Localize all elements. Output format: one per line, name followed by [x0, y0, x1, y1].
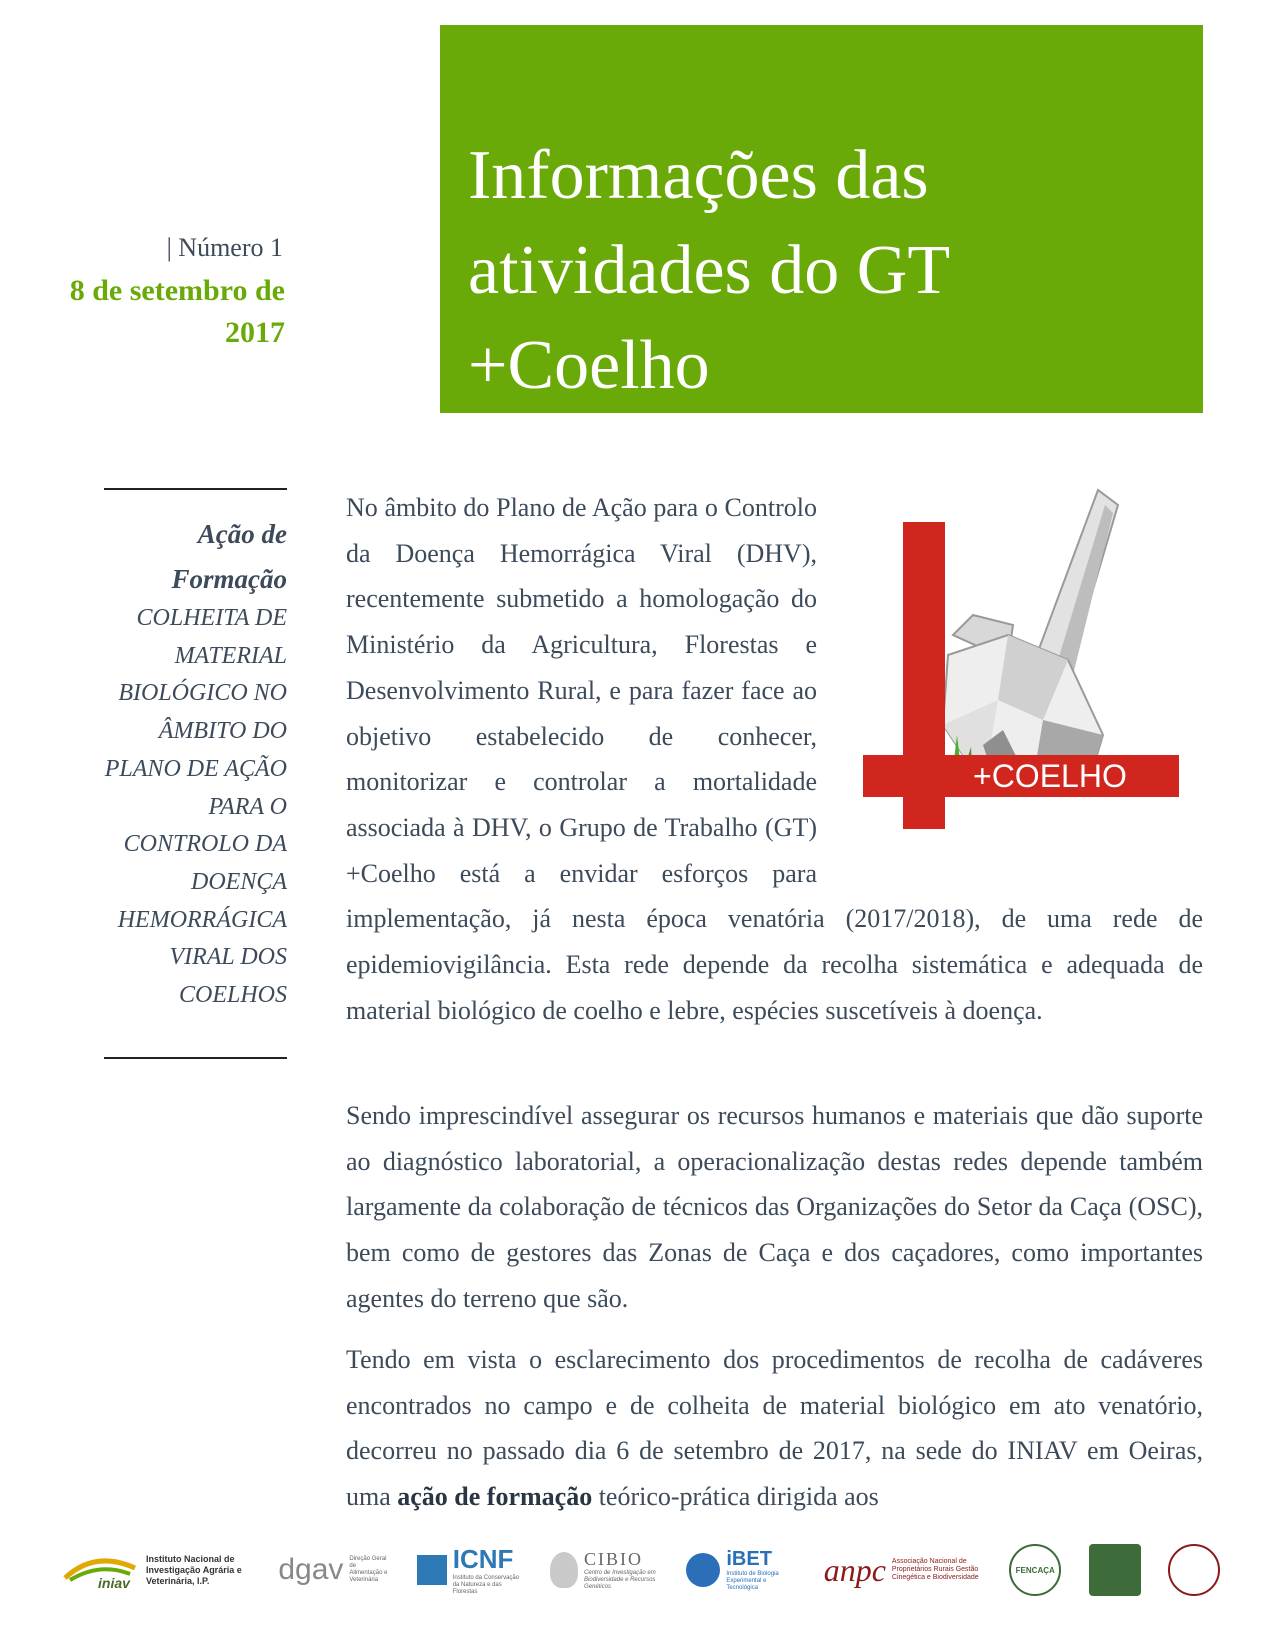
- cibio-logo: [550, 1549, 659, 1591]
- logo-label: +COELHO: [973, 758, 1127, 794]
- rabbit-logo-icon: [833, 485, 1203, 867]
- title-line-3: +Coelho: [468, 327, 710, 404]
- newsletter-title: [468, 128, 1168, 413]
- icnf-mark-icon: [417, 1555, 447, 1585]
- title-line-2: atividades do GT: [468, 232, 951, 309]
- paragraph-3-tail: teórico-prática dirigida aos: [592, 1482, 879, 1512]
- cibio-sub: Centro de Investigação em Biodiversidade e Recursos Genéticos: [584, 1570, 656, 1590]
- sidebar-bottom-rule: [104, 1057, 287, 1059]
- paragraph-3-text: Tendo em vista o esclarecimento dos procedimentos de recolha de cadáveres encontrados no campo e de colheita de material biológico em ato venatório, decorreu no passado dia 6 de setembro de 2017, na sede do INIAV em Oeiras, uma: [346, 1345, 1203, 1512]
- paragraph-3: [346, 1337, 1203, 1520]
- coelho-logo: [833, 485, 1203, 867]
- paragraph-3-bold: ação de formação: [397, 1482, 593, 1512]
- anpc-name: Associação Nacional de Proprietários Rurais Gestão Cinegética e Biodiversidade: [891, 1558, 979, 1581]
- anpc-text: anpc: [823, 1551, 886, 1588]
- iniav-name: Instituto Nacional de Investigação Agrária e Veterinária, I.P.: [146, 1553, 242, 1586]
- issue-number: | Número 1: [166, 233, 283, 262]
- sponsor-logos: [60, 1520, 1220, 1620]
- ibet-globe-icon: [686, 1553, 720, 1587]
- icnf-sub: Instituto da Conservação da Natureza e das Florestas: [452, 1575, 520, 1595]
- iniav-swoosh-icon: [60, 1550, 140, 1590]
- icnf-logo: [417, 1544, 523, 1596]
- ibet-sub: Instituto de Biologia Experimental e Tecnológica: [726, 1571, 779, 1591]
- green-crest-seal-icon: [1089, 1544, 1141, 1596]
- cibio-leaf-icon: [550, 1552, 578, 1588]
- fencaca-seal: [1009, 1544, 1061, 1596]
- sidebar-title: Ação de Formação: [171, 519, 287, 594]
- ibet-text: iBET: [726, 1548, 772, 1570]
- dgav-logo: [278, 1553, 389, 1587]
- title-line-1: Informações das: [468, 137, 929, 214]
- paragraph-1-text: No âmbito do Plano de Ação para o Controlo da Doença Hemorrágica Viral (DHV), recentemente submetido a homologação do Ministério da Agricultura, Florestas e Desenvolvimento Rural, e para fazer face ao objetivo estabelecido de conhecer, monitorizar e controlar a mortalidade associada à DHV, o Grupo de Trabalho (GT) +Coelho está a envidar esforços para implementação, já nesta época venatória (2017/2018), de uma rede de epidemiovigilância. Esta rede depende da recolha sistemática e adequada de material biológico de coelho e lebre, espécies suscetíveis à doença.: [346, 493, 1203, 1025]
- issue-date: 8 de setembro de 2017: [69, 274, 285, 349]
- cibio-text: CIBIO: [584, 1549, 644, 1569]
- paragraph-1: [346, 485, 1203, 1033]
- ibet-logo: [686, 1548, 796, 1592]
- red-crest-seal-icon: [1168, 1544, 1220, 1596]
- dgav-sub: Direção Geral de Alimentação e Veterinária: [349, 1556, 388, 1583]
- fencaca-text: FENCAÇA: [1015, 1565, 1055, 1575]
- paragraph-2: Sendo imprescindível assegurar os recursos humanos e materiais que dão suporte ao diagnóstico laboratorial, a operacionalização destas redes depende também largamente da colaboração de técnicos das Organizações do Setor da Caça (OSC), bem como de gestores das Zonas de Caça e dos caçadores, como importantes agentes do terreno que são.: [346, 1101, 1203, 1313]
- dgav-text: dgav: [278, 1553, 344, 1586]
- sidebar-text: COLHEITA DE MATERIAL BIOLÓGICO NO ÂMBITO DO PLANO DE AÇÃO PARA O CONTROLO DA DOENÇA HEMORRÁGICA VIRAL DOS COELHOS: [104, 605, 287, 1009]
- iniav-logo: [60, 1550, 251, 1590]
- icnf-text: ICNF: [452, 1544, 514, 1574]
- svg-text:iniav: iniav: [98, 1575, 130, 1590]
- anpc-logo: [824, 1552, 982, 1589]
- sidebar-top-rule: [104, 488, 287, 490]
